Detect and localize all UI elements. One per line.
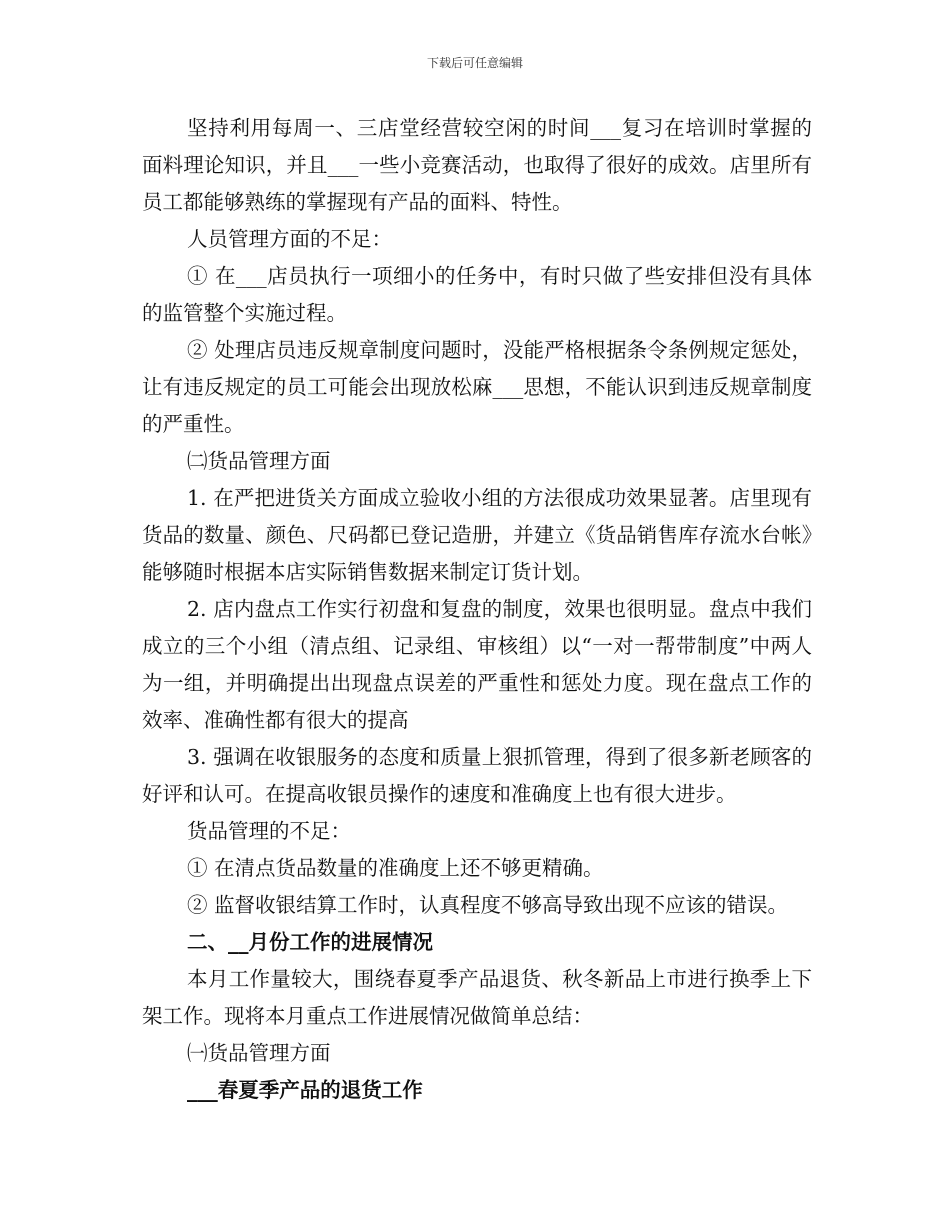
paragraph: ② 处理店员违反规章制度问题时，没能严格根据条令条例规定惩处，让有违反规定的员工可能会出现放松麻___思想，不能认识到违反规章制度的严重性。: [142, 338, 812, 436]
paragraph: ① 在___店员执行一项细小的任务中，有时只做了些安排但没有具体的监管整个实施过程。: [142, 264, 812, 325]
paragraph: ② 监督收银结算工作时，认真程度不够高导致出现不应该的错误。: [187, 893, 789, 917]
paragraph: 本月工作量较大，围绕春夏季产品退货、秋冬新品上市进行换季上下架工作。现将本月重点工作进展情况做简单总结：: [142, 967, 812, 1028]
paragraph: 1. 在严把进货关方面成立验收小组的方法很成功效果显著。店里现有货品的数量、颜色、尺码都已登记造册，并建立《货品销售库存流水台帐》能够随时根据本店实际销售数据来制定订货计划。: [142, 486, 812, 584]
document-body: [142, 110, 812, 1109]
subsection-heading: ___春夏季产品的退货工作: [187, 1078, 423, 1102]
paragraph: 坚持利用每周一、三店堂经营较空闲的时间___复习在培训时掌握的面料理论知识，并且___一些小竞赛活动，也取得了很好的成效。店里所有员工都能够熟练的掌握现有产品的面料、特性。: [142, 116, 812, 214]
paragraph: 货品管理的不足：: [187, 819, 351, 843]
paragraph: ① 在清点货品数量的准确度上还不够更精确。: [187, 856, 604, 880]
paragraph: 3. 强调在收银服务的态度和质量上狠抓管理，得到了很多新老顾客的好评和认可。在提高收银员操作的速度和准确度上也有很大进步。: [142, 745, 812, 806]
section-heading: ㈠货品管理方面: [187, 1041, 331, 1065]
section-heading: ㈡货品管理方面: [187, 449, 331, 473]
chapter-heading: 二、__月份工作的进展情况: [187, 930, 433, 954]
paragraph: 人员管理方面的不足：: [187, 227, 392, 251]
paragraph: 2. 店内盘点工作实行初盘和复盘的制度，效果也很明显。盘点中我们成立的三个小组（清点组、记录组、审核组）以“一对一帮带制度”中两人为一组，并明确提出出现盘点误差的严重性和惩处力度。现在盘点工作的效率、准确性都有很大的提高: [142, 597, 812, 732]
page-header: 下载后可任意编辑: [426, 56, 523, 70]
